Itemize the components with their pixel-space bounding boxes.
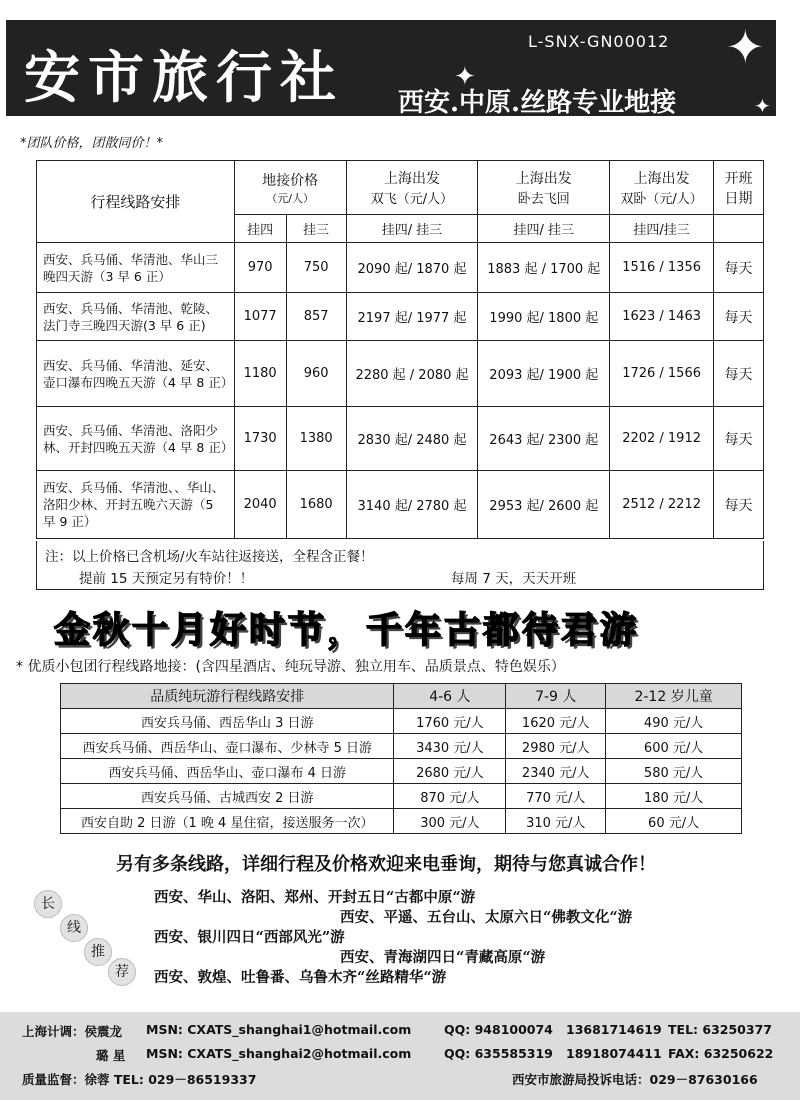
badge-char: 线 xyxy=(60,914,88,942)
badge-char: 长 xyxy=(34,890,62,918)
gua43-header: 挂四/ 挂三 xyxy=(346,215,478,243)
footnote-line: 提前 15 天预定另有特价！！ xyxy=(79,571,254,587)
tagline: 西安.中原.丝路专业地接 xyxy=(398,88,677,118)
table-row: 西安自助 2 日游（1 晚 4 星住宿，接送服务一次） 300 元/人 310 元/人 60 元/人 xyxy=(61,809,742,834)
small-group-intro: * 优质小包团行程线路地接：(含四星酒店、纯玩导游、独立用车、品质景点、特色娱乐） xyxy=(16,659,565,675)
small-group-table xyxy=(60,683,742,834)
qq-contact: QQ: 635585319 xyxy=(444,1046,553,1061)
route-header: 行程线路安排 xyxy=(37,161,235,243)
gua43-header: 挂四/ 挂三 xyxy=(478,215,610,243)
sh-double-header: 上海出发 双卧（元/人） xyxy=(610,161,714,215)
msn-contact: MSN: CXATS_shanghai2@hotmail.com xyxy=(146,1046,412,1061)
price-table xyxy=(36,160,764,539)
table-row: 西安兵马俑、古城西安 2 日游 870 元/人 770 元/人 180 元/人 xyxy=(61,784,742,809)
long-route-line: 西安、敦煌、吐鲁番、乌鲁木齐“丝路精华“游 xyxy=(154,969,447,986)
contact-label: 上海计调：侯震龙 xyxy=(22,1024,123,1039)
phone-number: 13681714619 xyxy=(566,1022,662,1037)
empty-cell xyxy=(714,215,764,243)
table-row: 西安兵马俑、西岳华山、壶口瀑布、少林寺 5 日游 3430 元/人 2980 元/人 600 元/人 xyxy=(61,734,742,759)
more-routes-banner: 另有多条线路，详细行程及价格欢迎来电垂询，期待与您真诚合作！ xyxy=(116,854,656,875)
star-icon: ✦ xyxy=(754,94,771,118)
price-footnote xyxy=(36,541,764,590)
sh-sleep-header: 上海出发 卧去飞回 xyxy=(478,161,610,215)
schedule-header: 开班 日期 xyxy=(714,161,764,215)
table-row: 西安兵马俑、西岳华山、壶口瀑布 4 日游 2680 元/人 2340 元/人 580 元/人 xyxy=(61,759,742,784)
gua43-header: 挂四/挂三 xyxy=(610,215,714,243)
header-banner xyxy=(6,20,776,116)
gua3-header: 挂三 xyxy=(286,215,346,243)
long-route-line: 西安、青海湖四日“青藏高原“游 xyxy=(340,949,546,966)
license-code: L-SNX-GN00012 xyxy=(528,32,670,51)
table-row: 西安、兵马俑、华清池、洛阳少林、开封四晚五天游（4 早 8 正） 1730 1380 2830 起/ 2480 起 2643 起/ 2300 起 2202 / 1912 每天 xyxy=(37,407,764,471)
star-icon: ✦ xyxy=(454,62,476,92)
footnote-line: 注：以上价格已含机场/火车站往返接送，全程含正餐！ xyxy=(45,549,374,565)
tel-number: TEL: 63250377 xyxy=(668,1022,772,1037)
slogan: 金秋十月好时节，千年古都待君游 xyxy=(54,609,640,651)
qq-contact: QQ: 948100074 xyxy=(444,1022,553,1037)
footnote-line: 每周 7 天，天天开班 xyxy=(451,571,577,587)
gua4-header: 挂四 xyxy=(234,215,286,243)
long-route-line: 西安、平遥、五台山、太原六日“佛教文化“游 xyxy=(340,909,633,926)
table-row: 西安、兵马俑、华清池、、华山、洛阳少林、开封五晚六天游（5 早 9 正） 2040 1680 3140 起/ 2780 起 2953 起/ 2600 起 2512 / 2212 每天 xyxy=(37,471,764,539)
group-price-note: *团队价格，团散同价！* xyxy=(20,136,164,151)
table-header-row: 品质纯玩游行程线路安排 4-6 人 7-9 人 2-12 岁儿童 xyxy=(61,684,742,709)
star-icon: ✦ xyxy=(726,20,765,74)
badge-char: 荐 xyxy=(108,958,136,986)
phone-number: 18918074411 xyxy=(566,1046,662,1061)
msn-contact: MSN: CXATS_shanghai1@hotmail.com xyxy=(146,1022,412,1037)
contact-footer xyxy=(0,1012,800,1100)
long-route-line: 西安、银川四日“西部风光”游 xyxy=(154,929,345,946)
table-row: 西安、兵马俑、华清池、华山三晚四天游（3 早 6 正） 970 750 2090 起/ 1870 起 1883 起 / 1700 起 1516 / 1356 每天 xyxy=(37,243,764,293)
table-row: 西安兵马俑、西岳华山 3 日游 1760 元/人 1620 元/人 490 元/人 xyxy=(61,709,742,734)
table-row: 西安、兵马俑、华清池、延安、壶口瀑布四晚五天游（4 早 8 正） 1180 960 2280 起 / 2080 起 2093 起/ 1900 起 1726 / 1566 每天 xyxy=(37,341,764,407)
quality-supervision: 质量监督：徐蓉 TEL: 029－86519337 xyxy=(22,1072,257,1087)
brand-name: 安市旅行社 xyxy=(24,45,344,111)
local-price-header: 地接价格 （元/人） xyxy=(234,161,346,215)
table-row: 西安、兵马俑、华清池、乾陵、法门寺三晚四天游(3 早 6 正) 1077 857 2197 起/ 1977 起 1990 起/ 1800 起 1623 / 1463 每天 xyxy=(37,293,764,341)
long-route-line: 西安、华山、洛阳、郑州、开封五日“古都中原“游 xyxy=(154,889,476,906)
contact-label: 璐 星 xyxy=(96,1048,126,1063)
badge-char: 推 xyxy=(84,938,112,966)
complaint-hotline: 西安市旅游局投诉电话：029－87630166 xyxy=(512,1072,758,1087)
sh-fly-header: 上海出发 双飞（元/人） xyxy=(346,161,478,215)
fax-number: FAX: 63250622 xyxy=(668,1046,774,1061)
